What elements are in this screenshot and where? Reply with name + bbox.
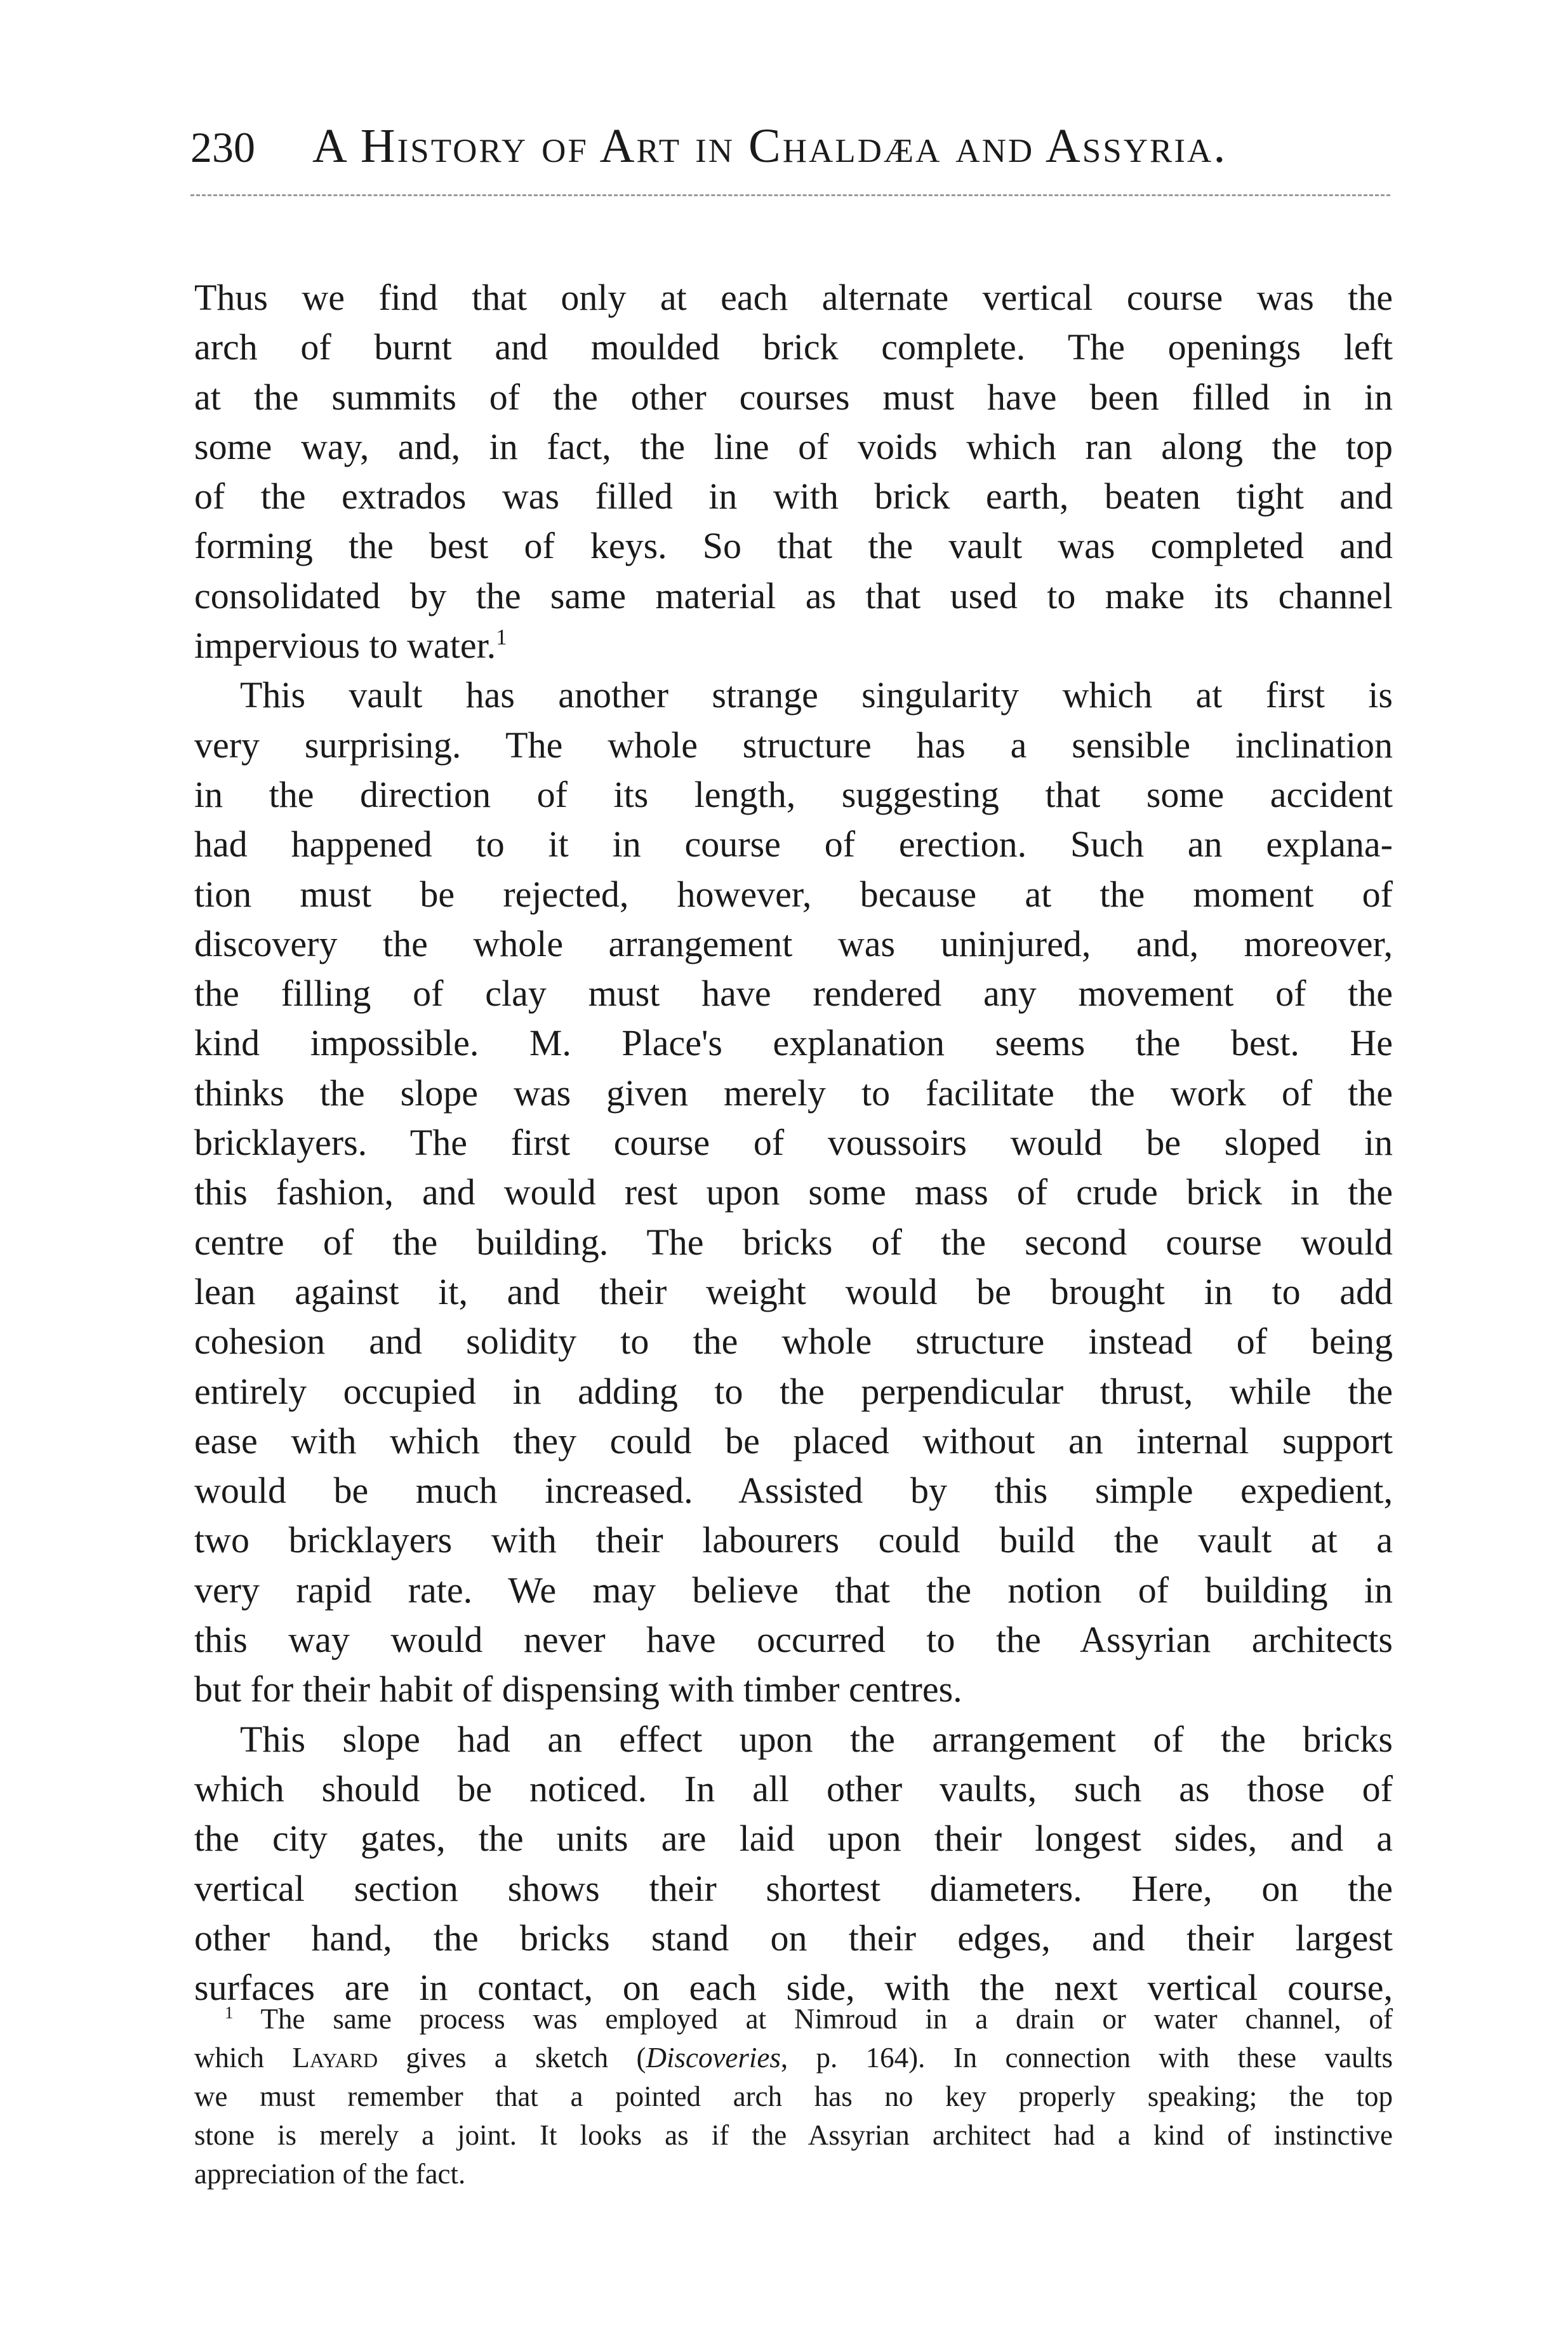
page-header: [190, 114, 1397, 178]
text-line: stone is merely a joint. It looks as if the Assyrian architect had a kind of instinctive: [194, 2119, 1393, 2151]
text-line: kind impossible. M. Place's explanation seems the best. He: [194, 1022, 1393, 1064]
text-segment: gives a sketch (: [378, 2042, 646, 2074]
text-line: This slope had an effect upon the arrangement of the bricks: [240, 1718, 1393, 1760]
text-line: would be much increased. Assisted by this simple expedient,: [194, 1470, 1393, 1512]
text-line: [194, 621, 1393, 670]
footnote-marker: 1: [225, 2002, 234, 2022]
header-rule: [190, 194, 1390, 196]
text-line: cohesion and solidity to the whole structure instead of being: [194, 1321, 1393, 1362]
italic-text: Discoveries: [646, 2042, 781, 2074]
text-segment: The same process was employed at Nimroud in a drain or water channel, of: [233, 2003, 1393, 2035]
text-line: discovery the whole arrangement was uninjured, and, moreover,: [194, 922, 1393, 964]
text-segment: which: [194, 2042, 293, 2074]
text-line: at the summits of the other courses must have been filled in in: [194, 376, 1393, 418]
text-line: we must remember that a pointed arch has no key properly speaking; the top: [194, 2081, 1393, 2112]
text-line: consolidated by the same material as that used to make its channel: [194, 575, 1393, 616]
text-line: some way, and, in fact, the line of voids which ran along the top: [194, 425, 1393, 467]
text-line: ease with which they could be placed without an internal support: [194, 1420, 1393, 1462]
text-line: thinks the slope was given merely to facilitate the work of the: [194, 1072, 1393, 1114]
text-line: had happened to it in course of erection. Such an explana-: [194, 823, 1393, 865]
text-line: centre of the building. The bricks of the second course would: [194, 1221, 1393, 1263]
text-line: lean against it, and their weight would be brought in to add: [194, 1270, 1393, 1312]
text-line: in the direction of its length, suggesting that some accident: [194, 773, 1393, 815]
text-line: this fashion, and would rest upon some mass of crude brick in the: [194, 1171, 1393, 1213]
text-line: but for their habit of dispensing with timber centres.: [194, 1668, 962, 1710]
text-line: two bricklayers with their labourers could build the vault at a: [194, 1519, 1393, 1561]
text-line: This vault has another strange singularity which at first is: [240, 674, 1393, 716]
page-number: 230: [190, 123, 255, 171]
text-segment: impervious to water.: [194, 625, 496, 667]
running-title: A History of Art in Chaldæa and Assyria.: [312, 119, 1228, 173]
text-line: bricklayers. The first course of voussoirs would be sloped in: [194, 1122, 1393, 1164]
text-line: the filling of clay must have rendered any movement of the: [194, 973, 1393, 1015]
small-caps-text: Layard: [292, 2042, 378, 2074]
text-line: vertical section shows their shortest diameters. Here, on the: [194, 1867, 1393, 1909]
text-line: very surprising. The whole structure has a sensible inclination: [194, 724, 1393, 766]
text-line: surfaces are in contact, on each side, with the next vertical course,: [194, 1967, 1393, 2009]
footnote-marker: 1: [496, 625, 507, 650]
text-segment: , p. 164). In connection with these vaults: [780, 2042, 1393, 2074]
text-line: of the extrados was filled in with brick earth, beaten tight and: [194, 476, 1393, 517]
text-line: which should be noticed. In all other vaults, such as those of: [194, 1768, 1393, 1809]
text-line: [194, 2000, 1393, 2039]
body-text: [194, 273, 1393, 2013]
text-line: arch of burnt and moulded brick complete. The openings left: [194, 326, 1393, 368]
footnotes: [194, 2000, 1393, 2194]
text-line: Thus we find that only at each alternate vertical course was the: [194, 277, 1393, 318]
text-line: [194, 2039, 1393, 2077]
text-line: entirely occupied in adding to the perpendicular thrust, while the: [194, 1370, 1393, 1412]
text-line: the city gates, the units are laid upon their longest sides, and a: [194, 1818, 1393, 1860]
text-line: other hand, the bricks stand on their edges, and their largest: [194, 1917, 1393, 1959]
text-line: this way would never have occurred to the Assyrian architects: [194, 1619, 1393, 1661]
text-line: forming the best of keys. So that the vault was completed and: [194, 525, 1393, 567]
text-line: tion must be rejected, however, because at the moment of: [194, 873, 1393, 915]
text-line: appreciation of the fact.: [194, 2158, 466, 2190]
text-line: very rapid rate. We may believe that the notion of building in: [194, 1569, 1393, 1611]
